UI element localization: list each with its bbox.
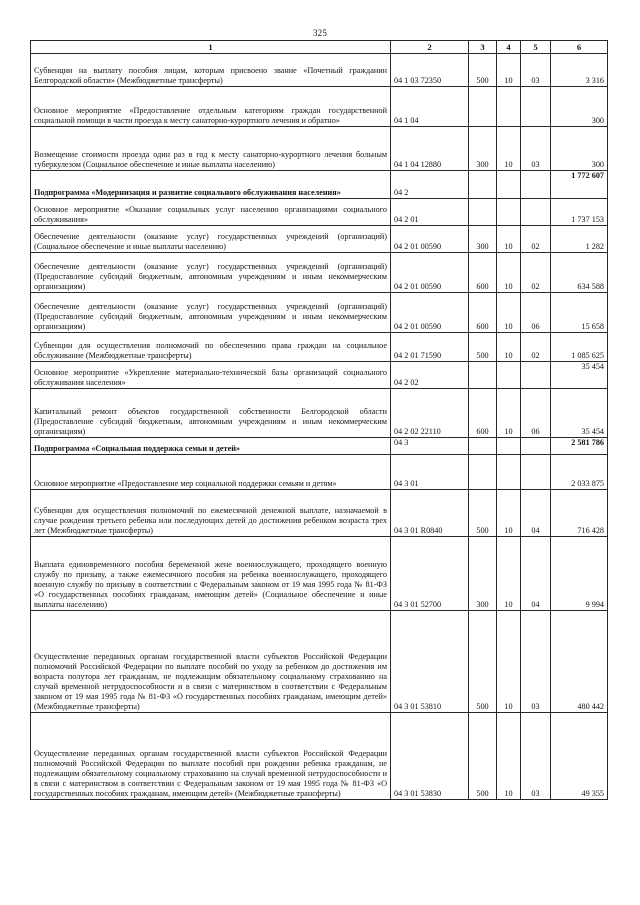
row-section (497, 362, 521, 389)
row-subsection: 04 (521, 537, 551, 611)
row-amount: 2 581 786 (551, 438, 608, 455)
row-section: 10 (497, 611, 521, 713)
row-section (497, 438, 521, 455)
row-expense-type: 300 (469, 226, 497, 253)
row-code: 04 2 01 00590 (391, 253, 469, 293)
row-code: 04 3 01 53810 (391, 611, 469, 713)
row-name: Субвенции для осуществления полномочий по обеспечению права граждан на социальное обслуживание (Межбюджетные трансферты) (31, 333, 391, 362)
row-section: 10 (497, 389, 521, 438)
header-row (31, 41, 608, 54)
row-subsection (521, 362, 551, 389)
row-section: 10 (497, 253, 521, 293)
table-row (31, 333, 608, 362)
row-amount: 49 355 (551, 713, 608, 800)
row-subsection: 03 (521, 611, 551, 713)
row-name: Основное мероприятие «Предоставление мер социальной поддержки семьям и детям» (31, 455, 391, 490)
row-section: 10 (497, 333, 521, 362)
row-amount: 300 (551, 87, 608, 127)
row-code: 04 1 04 12880 (391, 127, 469, 171)
row-section: 10 (497, 293, 521, 333)
row-code: 04 2 (391, 171, 469, 199)
row-amount: 1 085 625 (551, 333, 608, 362)
row-code: 04 3 01 52700 (391, 537, 469, 611)
row-name: Подпрограмма «Социальная поддержка семьи и детей» (31, 438, 391, 455)
row-expense-type (469, 438, 497, 455)
row-code: 04 3 01 (391, 455, 469, 490)
table-body (31, 54, 608, 800)
row-expense-type (469, 455, 497, 490)
row-name: Субвенции для осуществления полномочий по ежемесячной денежной выплате, назначаемой в случае рождения третьего ребенка или последующих детей до достижения ребенком возраста трех лет (Межбюджетные трансферты) (31, 490, 391, 537)
row-name: Осуществление переданных органам государственной власти субъектов Российской Федерации полномочий Российской Федерации по выплате пособий по уходу за ребенком до достижения им возраста полутора лет гражданам, не подлежащим обязательному социальному страхованию на случай временной нетрудоспособности и в связи с материнством в соответствии с Федеральным законом от 19 мая 1995 года № 81-ФЗ «О государственных пособиях гражданам, имеющим детей» (Межбюджетные трансферты) (31, 611, 391, 713)
table-row (31, 293, 608, 333)
table-row (31, 253, 608, 293)
row-expense-type: 300 (469, 537, 497, 611)
row-subsection: 03 (521, 713, 551, 800)
table-row (31, 226, 608, 253)
row-code: 04 3 (391, 438, 469, 455)
row-expense-type (469, 362, 497, 389)
budget-table (30, 40, 608, 800)
row-subsection: 02 (521, 253, 551, 293)
row-subsection (521, 438, 551, 455)
row-name: Обеспечение деятельности (оказание услуг) государственных учреждений (организаций) (Предоставление субсидий бюджетным, автономным учреждениям и иным некоммерческим организациям) (31, 253, 391, 293)
row-subsection: 03 (521, 54, 551, 87)
table-row (31, 713, 608, 800)
row-section (497, 199, 521, 226)
table-row (31, 389, 608, 438)
row-subsection: 06 (521, 293, 551, 333)
row-section: 10 (497, 226, 521, 253)
table-row (31, 87, 608, 127)
row-expense-type (469, 87, 497, 127)
row-amount: 1 282 (551, 226, 608, 253)
row-section (497, 171, 521, 199)
row-expense-type: 600 (469, 293, 497, 333)
row-amount: 9 994 (551, 537, 608, 611)
row-code: 04 2 01 00590 (391, 293, 469, 333)
table-row (31, 127, 608, 171)
row-expense-type (469, 171, 497, 199)
row-subsection (521, 171, 551, 199)
row-section: 10 (497, 490, 521, 537)
table-row (31, 490, 608, 537)
row-code: 04 1 04 (391, 87, 469, 127)
row-amount: 2 033 875 (551, 455, 608, 490)
row-name: Обеспечение деятельности (оказание услуг) государственных учреждений (организаций) (Предоставление субсидий бюджетным, автономным учреждениям и иным некоммерческим организациям) (31, 293, 391, 333)
table-row (31, 611, 608, 713)
row-subsection (521, 87, 551, 127)
column-header: 4 (497, 41, 521, 54)
row-amount: 634 588 (551, 253, 608, 293)
row-expense-type: 500 (469, 333, 497, 362)
row-section (497, 455, 521, 490)
row-subsection: 02 (521, 226, 551, 253)
row-expense-type: 300 (469, 127, 497, 171)
row-code: 04 3 01 R0840 (391, 490, 469, 537)
row-expense-type (469, 199, 497, 226)
row-amount: 35 454 (551, 389, 608, 438)
row-name: Подпрограмма «Модернизация и развитие социального обслуживания населения» (31, 171, 391, 199)
row-code: 04 3 01 53830 (391, 713, 469, 800)
row-amount: 716 428 (551, 490, 608, 537)
row-amount: 1 737 153 (551, 199, 608, 226)
row-amount: 1 772 607 (551, 171, 608, 199)
page-number: 325 (312, 28, 328, 38)
row-section: 10 (497, 537, 521, 611)
table-row (31, 362, 608, 389)
row-name: Выплата единовременного пособия беременной жене военнослужащего, проходящего военную службу по призыву, а также ежемесячного пособия на ребенка военнослужащего, проходящего военную службу по призыву в соответствии с Федеральным законом от 19 мая 1995 года № 81-ФЗ «О государственных пособиях гражданам, имеющим детей» (Социальное обеспечение и иные выплаты населению) (31, 537, 391, 611)
row-code: 04 2 02 (391, 362, 469, 389)
column-header: 2 (391, 41, 469, 54)
row-name: Субвенции на выплату пособия лицам, которым присвоено звание «Почетный гражданин Белгородской области» (Межбюджетные трансферты) (31, 54, 391, 87)
row-expense-type: 600 (469, 253, 497, 293)
row-amount: 480 442 (551, 611, 608, 713)
row-name: Обеспечение деятельности (оказание услуг) государственных учреждений (организаций) (Социальное обеспечение и иные выплаты населению) (31, 226, 391, 253)
row-name: Осуществление переданных органам государственной власти субъектов Российской Федерации полномочий Российской Федерации по выплате пособий при рождении ребенка гражданам, не подлежащим обязательному социальному страхованию на случай временной нетрудоспособности и в связи с материнством в соответствии с Федеральным законом от 19 мая 1995 года № 81-ФЗ «О государственных пособиях гражданам, имеющим детей» (Межбюджетные трансферты) (31, 713, 391, 800)
row-amount: 15 658 (551, 293, 608, 333)
row-name: Капитальный ремонт объектов государственной собственности Белгородской области (Предоставление субсидий бюджетным, автономным учреждениям и иным некоммерческим организациям) (31, 389, 391, 438)
column-header: 1 (31, 41, 391, 54)
row-name: Основное мероприятие «Оказание социальных услуг населению организациями социального обслуживания» (31, 199, 391, 226)
row-code: 04 2 01 71590 (391, 333, 469, 362)
row-subsection: 06 (521, 389, 551, 438)
row-expense-type: 600 (469, 389, 497, 438)
row-subsection (521, 199, 551, 226)
column-header: 5 (521, 41, 551, 54)
table-row (31, 199, 608, 226)
row-expense-type: 500 (469, 713, 497, 800)
row-code: 04 2 02 22110 (391, 389, 469, 438)
table-row (31, 438, 608, 455)
row-expense-type: 500 (469, 490, 497, 537)
row-amount: 35 454 (551, 362, 608, 389)
row-amount: 300 (551, 127, 608, 171)
row-name: Основное мероприятие «Предоставление отдельным категориям граждан государственной социальной помощи в части проезда к месту санаторно-курортного лечения и обратно» (31, 87, 391, 127)
row-expense-type: 500 (469, 611, 497, 713)
row-section: 10 (497, 713, 521, 800)
row-amount: 3 316 (551, 54, 608, 87)
table-row (31, 54, 608, 87)
row-subsection: 03 (521, 127, 551, 171)
column-header: 6 (551, 41, 608, 54)
row-name: Возмещение стоимости проезда один раз в год к месту санаторно-курортного лечения больным туберкулезом (Социальное обеспечение и иные выплаты населению) (31, 127, 391, 171)
row-code: 04 1 03 72350 (391, 54, 469, 87)
row-code: 04 2 01 00590 (391, 226, 469, 253)
row-section: 10 (497, 54, 521, 87)
row-subsection (521, 455, 551, 490)
table-row (31, 455, 608, 490)
row-name: Основное мероприятие «Укрепление материально-технической базы организаций социального обслуживания населения» (31, 362, 391, 389)
row-expense-type: 500 (469, 54, 497, 87)
row-code: 04 2 01 (391, 199, 469, 226)
table-row (31, 171, 608, 199)
row-section (497, 87, 521, 127)
column-header: 3 (469, 41, 497, 54)
row-subsection: 02 (521, 333, 551, 362)
row-section: 10 (497, 127, 521, 171)
table-row (31, 537, 608, 611)
row-subsection: 04 (521, 490, 551, 537)
